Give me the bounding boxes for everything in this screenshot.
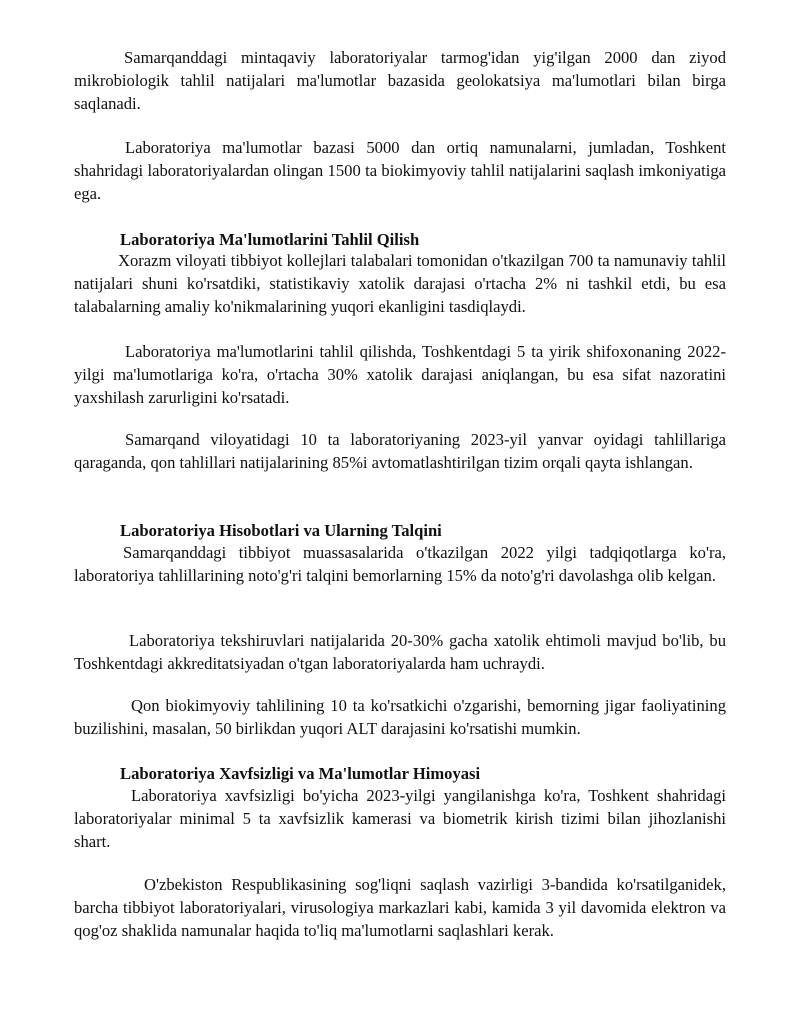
section-heading: Laboratoriya Hisobotlari va Ularning Talqini (120, 521, 442, 540)
paragraph: O'zbekiston Respublikasining sog'liqni saqlash vazirligi 3-bandida ko'rsatilganidek, barcha tibbiyot laboratoriyalari, virusologiya markazlari kabi, kamida 3 yil davomida elektron va qog'oz shaklida namunalar haqida to'liq ma'lumotlarni saqlashlari kerak. (74, 875, 726, 940)
paragraph: Laboratoriya ma'lumotlarini tahlil qilishda, Toshkentdagi 5 ta yirik shifoxonaning 2022-yilgi ma'lumotlariga ko'ra, o'rtacha 30% xatolik darajasi aniqlangan, bu esa sifat nazoratini yaxshilash zarurligini ko'rsatadi. (74, 342, 726, 407)
paragraph: Samarqanddagi mintaqaviy laboratoriyalar tarmog'idan yig'ilgan 2000 dan ziyod mikrobiologik tahlil natijalari ma'lumotlar bazasida geolokatsiya ma'lumotlari bilan birga saqlanadi. (74, 48, 726, 113)
paragraph: Laboratoriya tekshiruvlari natijalarida 20-30% gacha xatolik ehtimoli mavjud bo'lib, bu Toshkentdagi akkreditatsiyadan o'tgan laboratoriyalarda ham uchraydi. (74, 631, 726, 673)
paragraph: Laboratoriya xavfsizligi bo'yicha 2023-yilgi yangilanishga ko'ra, Toshkent shahridagi laboratoriyalar minimal 5 ta xavfsizlik kamerasi va biometrik kirish tizimi bilan jihozlanishi shart. (74, 786, 726, 851)
paragraph: Laboratoriya ma'lumotlar bazasi 5000 dan ortiq namunalarni, jumladan, Toshkent shahridagi laboratoriyalardan olingan 1500 ta biokimyoviy tahlil natijalarini saqlash imkoniyatiga ega. (74, 138, 726, 203)
paragraph: Samarqand viloyatidagi 10 ta laboratoriyaning 2023-yil yanvar oyidagi tahlillariga qaraganda, qon tahlillari natijalarining 85%i avtomatlashtirilgan tizim orqali qayta ishlangan. (74, 430, 726, 472)
section-heading: Laboratoriya Ma'lumotlarini Tahlil Qilish (120, 230, 420, 249)
paragraph: Samarqanddagi tibbiyot muassasalarida o'tkazilgan 2022 yilgi tadqiqotlarga ko'ra, laboratoriya tahlillarining noto'g'ri talqini bemorlarning 15% da noto'g'ri davolashga olib kelgan. (74, 543, 726, 585)
paragraph: Xorazm viloyati tibbiyot kollejlari talabalari tomonidan o'tkazilgan 700 ta namunaviy tahlil natijalari shuni ko'rsatdiki, statistikaviy xatolik darajasi o'rtacha 2% ni tashkil etdi, bu esa talabalarning amaliy ko'nikmalarining yuqori ekanligini tasdiqlaydi. (74, 251, 726, 316)
paragraph: Qon biokimyoviy tahlilining 10 ta ko'rsatkichi o'zgarishi, bemorning jigar faoliyatining buzilishini, masalan, 50 birlikdan yuqori ALT darajasini ko'rsatishi mumkin. (74, 696, 726, 738)
section-heading: Laboratoriya Xavfsizligi va Ma'lumotlar Himoyasi (120, 764, 481, 783)
